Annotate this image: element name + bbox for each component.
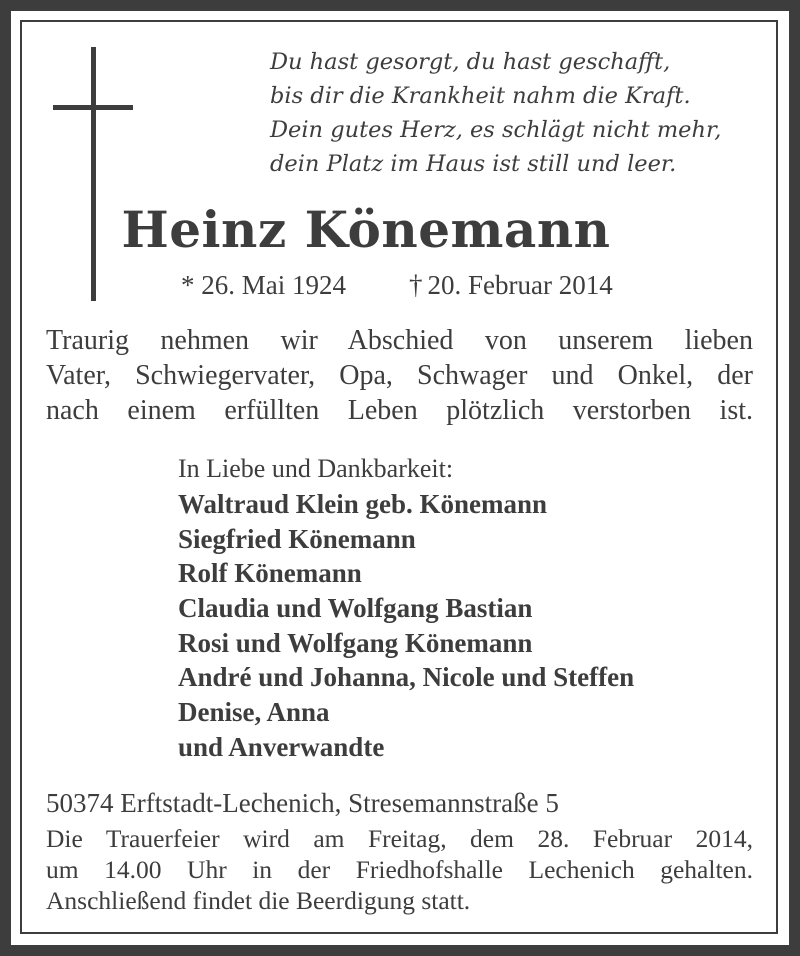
funeral-line: Anschließend findet die Beerdigung statt. bbox=[46, 886, 471, 915]
poem-line: Du hast gesorgt, du hast geschafft, bbox=[270, 49, 671, 75]
poem-line: dein Platz im Haus ist still und leer. bbox=[270, 151, 677, 177]
mourner-name: Siegfried Könemann bbox=[178, 523, 416, 554]
mourners-heading: In Liebe und Dankbarkeit: bbox=[178, 454, 454, 483]
farewell-line: nach einem erfüllten Leben plötzlich verstorben ist. bbox=[46, 395, 753, 426]
dagger-icon: † bbox=[409, 270, 423, 300]
birth-date: * 26. Mai 1924 bbox=[181, 270, 346, 300]
mourner-name: André und Johanna, Nicole und Steffen bbox=[178, 662, 635, 693]
deceased-name: Heinz Könemann bbox=[121, 200, 611, 259]
poem-line: Dein gutes Herz, es schlägt nicht mehr, bbox=[270, 117, 722, 143]
mourner-name: Claudia und Wolfgang Bastian bbox=[178, 593, 533, 624]
poem-line: bis dir die Krankheit nahm die Kraft. bbox=[270, 83, 691, 109]
mourner-name: Rolf Könemann bbox=[178, 558, 362, 589]
mourner-name: Denise, Anna bbox=[178, 697, 330, 728]
mourners-list bbox=[178, 487, 634, 765]
farewell-line: Vater, Schwiegervater, Opa, Schwager und Onkel, der bbox=[46, 360, 753, 391]
mourner-name: und Anverwandte bbox=[178, 731, 385, 762]
obituary-notice bbox=[11, 11, 789, 945]
funeral-line: um 14.00 Uhr in der Friedhofshalle Lechenich gehalten. bbox=[46, 855, 753, 884]
cross-icon-crossbar bbox=[53, 105, 133, 110]
death-date-line bbox=[409, 269, 613, 301]
memorial-poem bbox=[270, 45, 770, 181]
cross-icon bbox=[91, 47, 96, 301]
death-date: 20. Februar 2014 bbox=[427, 270, 613, 300]
mourner-name: Waltraud Klein geb. Könemann bbox=[178, 489, 548, 519]
mourner-name: Rosi und Wolfgang Könemann bbox=[178, 627, 533, 658]
family-address: 50374 Erftstadt-Lechenich, Stresemannstraße 5 bbox=[46, 788, 559, 818]
funeral-details bbox=[46, 823, 753, 916]
farewell-line: Traurig nehmen wir Abschied von unserem lieben bbox=[46, 325, 753, 356]
funeral-line: Die Trauerfeier wird am Freitag, dem 28. Februar 2014, bbox=[46, 824, 753, 853]
farewell-text bbox=[46, 323, 753, 428]
